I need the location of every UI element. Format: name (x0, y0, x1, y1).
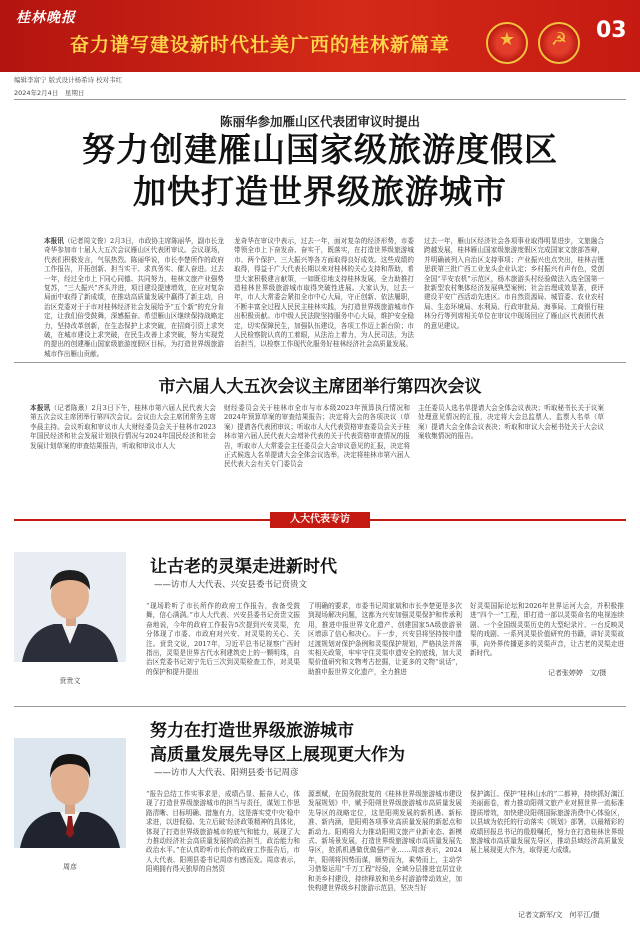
interview1-subhead: ——访市人大代表、兴安县委书记贲贵文 (154, 580, 308, 590)
second-headline: 市六届人大五次会议主席团举行第四次会议 (158, 377, 482, 397)
photo-caption: 贲贵文 (59, 677, 81, 685)
divider (14, 99, 626, 100)
second-column-3: 主任委员人选名单提请大会全体会议表决；听取秘书长关于议案处理意见情况的汇报，决定将大会总监票人、监票人名单（草案）提请大会全体会议表决；听取和审议大会秘书处关于大会议案收集情况的报告。 (418, 404, 604, 441)
party-emblem-icon: ☭ (538, 22, 580, 64)
lead-kicker: 陈丽华参加雁山区代表团审议时提出 (219, 114, 420, 129)
lead-headline-line1: 努力创建雁山国家级旅游度假区 (82, 130, 558, 169)
interview2-headline-line2: 高质量发展先导区上展现更大作为 (150, 745, 405, 765)
slogan-title: 奋力谱写建设新时代壮美广西的桂林新篇章 (70, 34, 451, 56)
interview1-column-1: “现场聆听了市长所作的政府工作报告，我备受鼓舞，信心满满。”市人大代表、兴安县委书记贲贵文振奋地说，今年的政府工作报告5次提到兴安灵渠，充分体现了市委、市政府对兴安、对灵渠的关心、关注。贲贵文说，2017年，习近平总书记视察广西时指出，灵渠是世界古代水利建筑史上的一颗明珠，自治区党委书记刘宁先后三次到灵渠检查工作，对灵渠的保护和提升提出 (146, 602, 300, 676)
lead-column-1-text: （记者周文俊）2月3日，市政协主席陈丽华，副市长龙奇华参加市十届人大五次会议雁山区代表团审议。会议现场，代表们积极发言，气氛热烈。陈丽华说，市长李楚所作的政府工作报告，开拓创新、担当实干、求真务实、催人奋进。过去一年，经过全市上下同心同德、共同努力，桂林文旅产业强势复苏，“三大振兴”齐头并进，项目建设提速增效，在应对复杂局面中取得了新成绩，在推动高质量发展中赢得了新主动，自治区党委对于于市对桂林经济社会发展给予“五个新”的充分肯定，让我们倍受鼓舞，深感振奋。希望雁山区继续保持战略定力，坚持改革创新，在生态保护上求突破，在招商引资上求突破，在城市建设上求突破，在民生改善上求突破，努力实现党的提出的创建雁山国家级旅游度假区目标，为打造世界级旅游城市作出雁山贡献。 (44, 237, 224, 357)
interview2-subhead: ——访市人大代表、阳朔县委书记周彦 (154, 768, 299, 778)
dateline-tag: 本报讯 (30, 404, 51, 412)
issue-date: 2024年2月4日 星期日 (14, 89, 85, 97)
divider (14, 706, 626, 707)
page-number: 03 (596, 18, 627, 43)
reporter-credit: 记者文新军/文 何平江/摄 (518, 911, 600, 919)
section-label: 人大代表专访 (270, 512, 370, 528)
lead-column-1 (44, 237, 224, 357)
portrait-photo (14, 552, 126, 662)
interview2-column-2: 源禀赋，在国务院批复的《桂林世界级旅游城市建设发展规划》中，赋予阳朔世界级旅游城市高质量发展先导区的战略定位，这是阳朔发展的新机遇、新标准、新内涵，是阳朔各项事业高质量发展的新起点和新动力。阳朔将大力推动阳朔文旅产业新业态、新模式、新场景发展，打造世界级旅游城市高质量发展先导区，抢抓机遇做优做强产业……周彦表示，2024年，阳朔将因势而谋，顺势而为，乘势而上，主动学习借鉴运用“千万工程”经验，全域分层推进宜居宜业和美乡村建设，持续释放和美乡村游游带动效应，加快构建世界级乡村旅游示范县，坚决当好 (308, 790, 462, 893)
second-column-1-text: （记者陈熹）2月3日下午，桂林市第六届人民代表大会第五次会议主席团举行第四次会议。会议由大会主席团常务主席李晨主持。会议听取和审议市人大财经委员会关于桂林市2023年国民经济和社会发展计划执行情况与2024年国民经济和社会发展计划草案的审查结果报告，听取和审议市人大 (30, 404, 216, 450)
section-band (0, 512, 640, 528)
interview1-column-2: 了明确的要求，市委书记周家斌和市长李楚更是多次到现场解决问题，这都为兴安加强灵渠保护和传承利用，推进申报世界文化遗产、创建国家5A级旅游景区增添了信心和决心。下一步，兴安县将坚持按申遗过渡规划对保护条例和灵渠保护规划，严格执法并落实相关政策，牢牢守住灵渠申遗安全的底线，加大灵渠价值研究和文物考古挖掘，让更多的文物“说话”，助推申报世界文化遗产，全力推进 (308, 602, 462, 676)
interview2-column-3: 保护漓江、保护“桂林山水的”二都神，持续抓好漓江美丽画卷，着力推动阳朔文旅产业对照世界一流标准提质增效，加快建设阳朔国际旅游消费中心体验区，以县域为依托的行动落实《规划》部署，以最精彩的成绩回报总书记的殷殷嘱托，努力在打造桂林世界级旅游城市高质量发展先导区，推动县域经济高质量发展上展现更大作为，取得更大成绩。 (470, 790, 624, 855)
national-emblem-icon: ★ (486, 22, 528, 64)
divider (14, 362, 626, 363)
reporter-credit: 记者张婷婷 文/摄 (548, 669, 607, 677)
lead-headline-line2: 加快打造世界级旅游城市 (133, 172, 507, 211)
portrait-photo (14, 738, 126, 848)
staff-credits: 编辑李富宁 版式设计杨希诗 校对韦红 (14, 76, 123, 84)
interview2-column-1: “报告总结工作实事求是，成绩凸显、振奋人心，体现了打造世界级旅游城市的担当与责任，谋划工作思路清晰、目标明确、措施有力，这是落实党中央‘稳中求进，以进促稳、先立后破’经济政策精神的具体化，体现了打造世界级旅游城市的底气和能力，展现了大力推动经济社会高质量发展的政治担当，政治能力和政治水平。”在认真聆听市长作的政府工作报告后，市人大代表、阳朔县委书记周彦有感而发。周彦表示，阳朔拥有得天独厚的自然资 (146, 790, 300, 874)
masthead-banner (0, 0, 640, 72)
second-column-1 (30, 404, 216, 498)
lead-column-3: 过去一年，雁山区经济社会各项事业取得明显进步，文旅融合跨越发展，桂林雁山国家级旅游度假区完成国家文旅部答辩，并明确被列入自治区支持事项；产业振兴也点突出，桂林吉锂思获第三批广西工业龙头企业认定；乡村振兴有声有色，党创全国“平安农机”示范区，杨木旅游头村经验做法入选全国第一批新型农村集体经济发展典型案例；社会治理成效显著，获评建设平安广西活动先进区。市自然资源局、城管委、农业农村局、生态环境局、水利局、行政审批局、海事局、工商银行桂林分行等列席相关单位在审议中现场回应了雁山区代表团代表的意见建议。 (424, 237, 604, 330)
interview1-column-3: 好灵渠国际论坛和2026年世界运河大会，并积极推进“四个一”工程，即打造一部以灵渠命名的电视连续剧、一个全国级灵渠历史的大型纪录片、一台反映灵渠的戏剧、一系列灵渠价值研究的书籍，讲好灵渠故事，向外界传播更多的灵渠声音，让古老的灵渠走进新时代。 (470, 602, 624, 658)
interview2-headline-line1: 努力在打造世界级旅游城市 (150, 721, 354, 741)
lead-column-2: 龙奇华在审议中表示，过去一年，面对复杂的经济形势，市委带领全市上下奋发奋、奋实干，既落实，在打造世界级旅游城市、两个保护、三大振兴等各方面取得良好成效。这些成绩的取得，得益于广大代表长期以来对桂林的关心支持和帮助，希望大家积极建言献策，一如既往地支持桂林发展，全力助推打造桂林世界级旅游城市取得突破性进展。大家认为，过去一年，市人大常委会紧扣全市中心大局，守正创新、依法履职，不断丰富全过程人民民主桂林实践，为打造世界级旅游城市作出积极贡献。市中级人民法院坚持服务中心大局，维护安全稳定，切实保障民生，加强队伍建设，各项工作迈上新台阶；市人民检察院认真的工着眼，从法治上着力，为人民司法，为法治担当，以检察工作现代化服务好桂林经济社会高质量发展。 (234, 237, 414, 349)
photo-caption: 周彦 (63, 863, 77, 871)
newspaper-logo: 桂林晚报 (16, 10, 76, 26)
second-column-2: 财经委员会关于桂林市全市与市本级2023年预算执行情况和2024年预算草案的审查结果报告；决定将大会的各项决议（草案）提请各代表团审议；听取市人大代表资格审查委员会关于桂林市第六届人民代表大会增补代表的关于代表资格审查情况的报告，听取市人大常委会主任委员会大会审议意见的汇报，决定将正式候选人名单提请大会全体会议选举，决定将桂林市第六届人民代表大会有关专门委员会 (224, 404, 410, 469)
interview1-headline: 让古老的灵渠走进新时代 (150, 557, 337, 577)
dateline-tag: 本报讯 (44, 237, 64, 245)
